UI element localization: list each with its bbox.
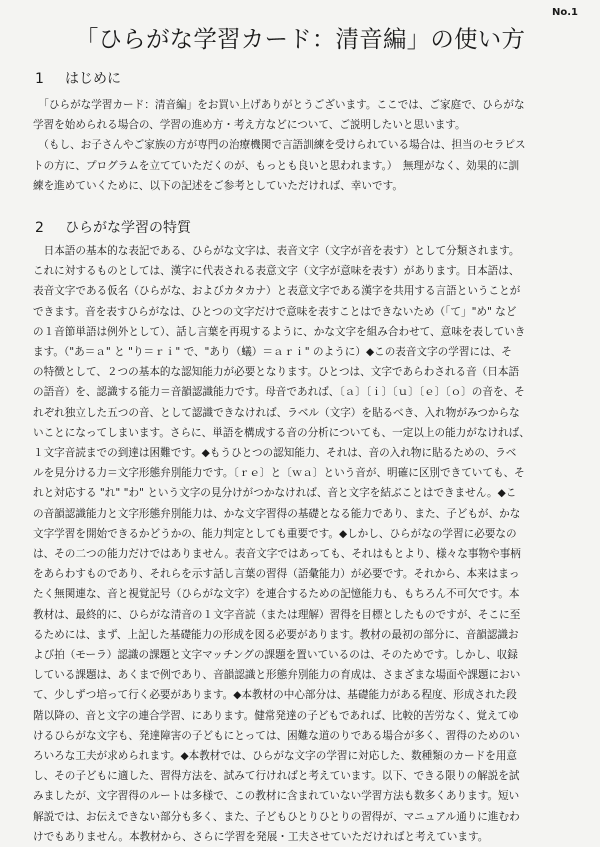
paragraph-line: の特徴として、２つの基本的な認知能力が必要となります。ひとつは、文字であらわされる音（日本語 xyxy=(33,366,520,379)
paragraph-line: ます。（"あ＝ａ" と "り＝ｒｉ" で、"あり（蟻）＝ａｒｉ" のように）◆この表音文字の学習には、そ xyxy=(33,346,512,359)
paragraph-line: の音韻認識能力と文字形態弁別能力は、かな文字習得の基礎となる能力であり、また、子どもが、かな xyxy=(33,507,521,520)
section-heading-1 xyxy=(35,68,121,88)
paragraph-line: これに対するものとしては、漢字に代表される表意文字（文字が意味を表す）があります。日本語は、 xyxy=(33,265,520,278)
paragraph-line: れと対応する "れ" "わ" という文字の見分けがつかなければ、音と文字を結ぶことはできません。◆こ xyxy=(33,487,517,500)
paragraph-line: 階以降の、音と文字の連合学習、にあります。健常発達の子どもであれば、比較的苦労なく、覚えてゆ xyxy=(33,709,519,722)
section-heading-2 xyxy=(35,217,191,237)
paragraph-line: たく無関連な、音と視覚記号（ひらがな文字）を連合するための記憶能力も、もちろん不可欠です。本 xyxy=(33,588,520,601)
section-body-features xyxy=(33,241,573,847)
section-body-intro xyxy=(33,95,573,196)
paragraph-line: いことになってしまいます。さらに、単語を構成する音の分析についても、一定以上の能力がなければ、 xyxy=(33,426,530,439)
paragraph-line: できます。音を表すひらがなは、ひとつの文字だけで意味を表すことはできないため（「て」"め" など xyxy=(33,305,517,318)
section-number: 2 xyxy=(35,220,44,236)
paragraph-line: 日本語の基本的な表記である、ひらがな文字は、表音文字（文字が音を表す）として分類されます。 xyxy=(33,245,520,257)
page-number: No.1 xyxy=(552,7,578,18)
paragraph-line: るためには、まず、上記した基礎能力の形成を図る必要があります。教材の最初の部分に、音韻認識お xyxy=(33,628,519,641)
paragraph-line: ルを見分ける力＝文字形態弁別能力です。〔ｒｅ〕と〔ｗａ〕という音が、明確に区別できていても、そ xyxy=(33,467,525,480)
paragraph-line: の１音節単語は例外として）、話し言葉を再現するように、かな文字を組み合わせて、意味を表していき xyxy=(33,325,526,338)
section-title: ひらがな学習の特質 xyxy=(65,220,191,236)
paragraph-line: ろいろな工夫が求められます。◆本教材では、ひらがな文字の学習に対応した、数種類のカードを用意 xyxy=(33,750,518,763)
page-title: 「ひらがな学習カード：清音編」の使い方 xyxy=(74,25,526,53)
paragraph-line: 教材は、最終的に、ひらがな清音の１文字音読（または理解）習得を目標としたものですが、そこに至 xyxy=(33,608,521,621)
paragraph-line: けでもありません。本教材から、さらに学習を発展・工夫させていただければと考えています。 xyxy=(33,830,489,843)
paragraph-line: 「ひらがな学習カード：清音編」をお買い上げありがとうございます。ここでは、ご家庭で、ひらがな xyxy=(33,99,525,111)
paragraph-line: トの方に、プログラムを立てていただくのが、もっとも良いと思われます。） 無理がなく、効果的に訓 xyxy=(33,159,520,172)
paragraph-line: けるひらがな文字も、発達障害の子どもにとっては、困難な道のりである場合が多く、習得のためのい xyxy=(33,729,520,742)
paragraph-line: れぞれ独立した五つの音、として認識できなければ、ラベル（文字）を貼るべき、入れ物がみつからな xyxy=(33,406,520,419)
paragraph-line: の語音）を、認識する能力＝音韻認識能力です。母音であれば、〔ａ〕〔ｉ〕〔ｕ〕〔ｅ〕〔ｏ〕の音を、そ xyxy=(33,386,525,399)
paragraph-line: し、その子どもに適した、習得方法を、試みて行ければと考えています。以下、できる限りの解説を試 xyxy=(33,770,520,783)
paragraph-line: は、その二つの能力だけではありません。表音文字ではあっても、それはもとより、様々な事物や事柄 xyxy=(33,548,521,561)
paragraph-line: をあらわすものであり、それらを示す話し言葉の習得（語彙能力）が必要です。それから、本来はまっ xyxy=(33,568,520,581)
paragraph-line: 表音文字である仮名（ひらがな、およびカタカナ）と表意文字である漢字を共用する言語ということが xyxy=(33,285,521,298)
paragraph-line: みましたが、文字習得のルートは多様で、この教材に含まれていない学習方法も数多くあります。短い xyxy=(33,790,520,803)
paragraph-line: １文字音読までの到達は困難です。◆もうひとつの認知能力、それは、音の入れ物に貼るための、ラベ xyxy=(33,447,517,460)
paragraph-line: よび拍（モーラ）認識の課題と文字マッチングの課題を置いているのは、そのためです。しかし、収録 xyxy=(33,649,518,662)
paragraph-line: 文字学習を開始できるかどうかの、能力判定としても重要です。◆しかし、ひらがなの学習に必要なの xyxy=(33,527,517,540)
paragraph-line: （もし、お子さんやご家族の方が専門の治療機関で言語訓練を受けられている場合は、担当のセラピス xyxy=(33,139,526,152)
paragraph-line: て、少しずつ培って行く必要があります。◆本教材の中心部分は、基礎能力がある程度、形成された段 xyxy=(33,689,517,702)
paragraph-line: している課題は、あくまで例であり、音韻認識と形態弁別能力の育成は、さまざまな場面や課題におい xyxy=(33,669,521,682)
paragraph-line: 学習を始められる場合の、学習の進め方・考え方などについて、ご説明したいと思います。 xyxy=(33,119,466,132)
paragraph-line: 解説では、お伝えできない部分も多く、また、子どもひとりひとりの習得が、マニュアル通りに進むわ xyxy=(33,810,520,823)
paragraph-line: 練を進めていくために、以下の記述をご参考としていただければ、幸いです。 xyxy=(33,179,403,192)
section-number: 1 xyxy=(35,71,44,87)
section-title: はじめに xyxy=(65,71,121,87)
